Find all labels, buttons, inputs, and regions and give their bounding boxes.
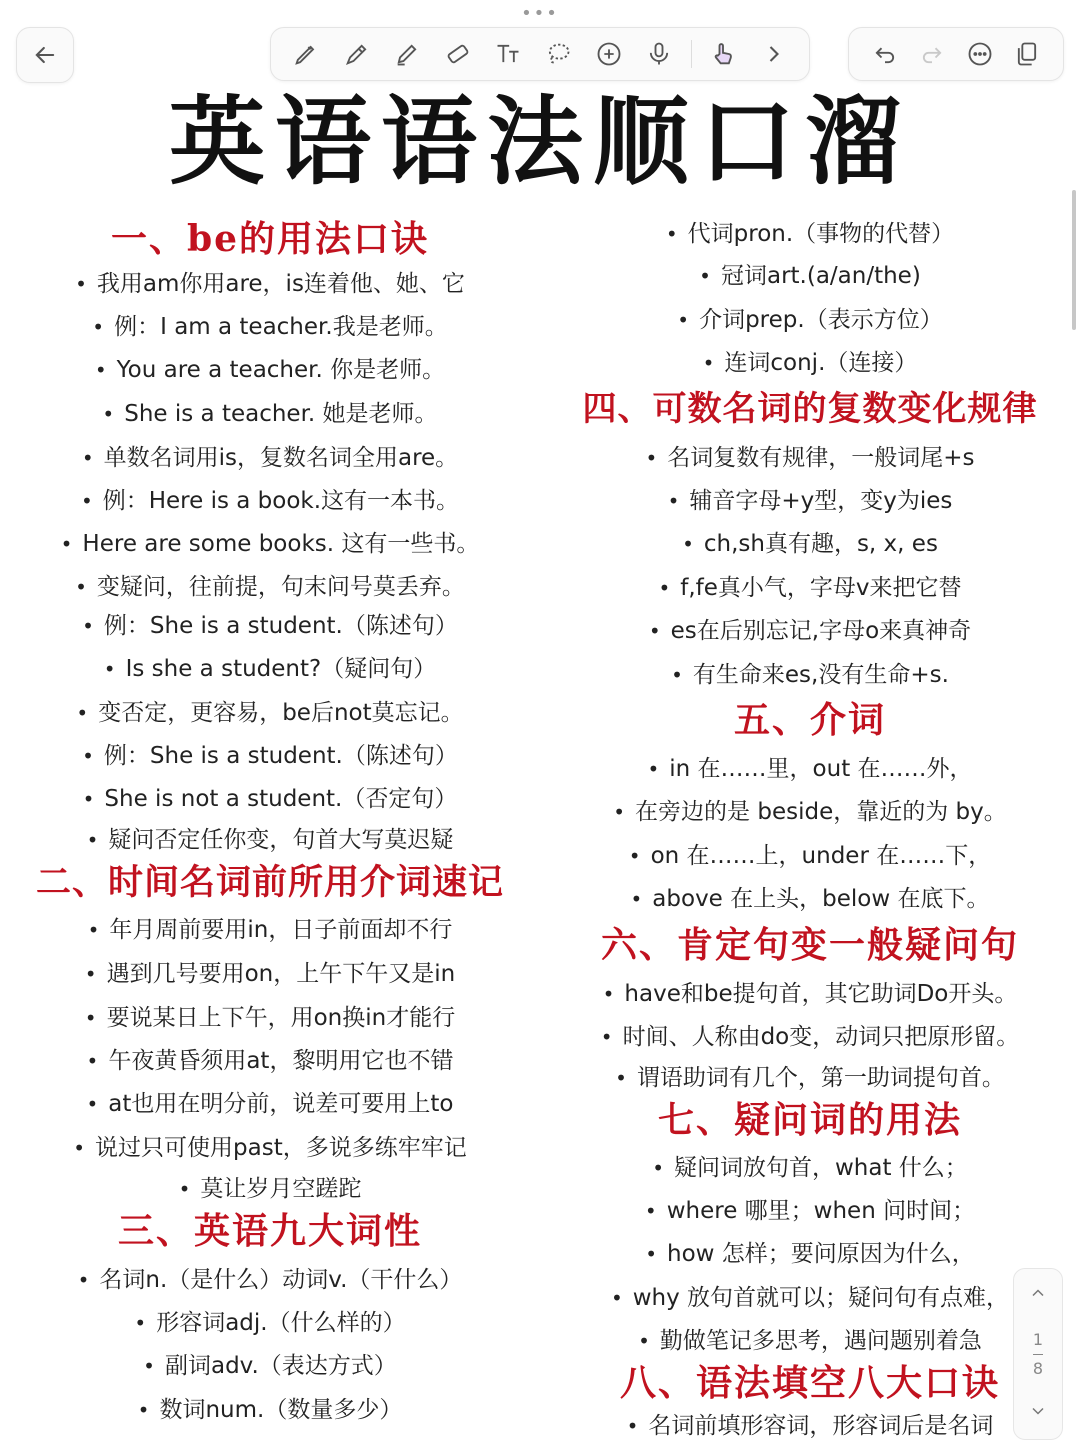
list-item: • 例：I am a teacher.我是老师。 <box>92 314 448 340</box>
list-item: • es在后别忘记,字母o来真神奇 <box>648 618 972 644</box>
list-item: • Is she a student?（疑问句） <box>103 656 437 682</box>
current-page: 1 <box>1032 1329 1044 1349</box>
list-item: • 疑问否定任你变，句首大写莫迟疑 <box>86 827 454 853</box>
list-item: • f,fe真小气，字母v来把它替 <box>658 575 962 601</box>
list-item: • 遇到几号要用on，上午下午又是in <box>84 961 456 987</box>
list-item: • at也用在明分前，说差可要用上to <box>86 1091 454 1117</box>
list-item: • 连词conj.（连接） <box>702 350 918 376</box>
chevron-down-icon[interactable] <box>1028 1401 1048 1425</box>
list-item: • 介词prep.（表示方位） <box>677 307 943 333</box>
list-item: • You are a teacher. 你是老师。 <box>94 357 446 383</box>
list-item: • 疑问词放句首，what 什么； <box>652 1155 968 1181</box>
list-item: • She is a teacher. 她是老师。 <box>102 401 438 427</box>
section-heading-be: 一、be的用法口诀 <box>110 218 430 260</box>
list-item: • 勤做笔记多思考，遇问题别着急 <box>638 1328 982 1354</box>
list-item: • on 在……上，under 在……下， <box>628 843 992 869</box>
eraser-icon[interactable] <box>439 35 477 73</box>
list-item: • 例：She is a student.（陈述句） <box>82 743 458 769</box>
list-item: • 例：Here is a book.这有一本书。 <box>80 488 460 514</box>
list-item: • 单数名词用is，复数名词全用are。 <box>81 445 459 471</box>
list-item: • why 放句首就可以；疑问句有点难， <box>610 1285 1010 1311</box>
section-heading-general-questions: 六、肯定句变一般疑问句 <box>600 924 1019 966</box>
page-indicator <box>1033 1330 1043 1379</box>
back-button[interactable] <box>16 27 74 83</box>
note-title: 英语语法顺口溜 <box>169 85 911 198</box>
list-item: • 副词adv.（表达方式） <box>143 1353 397 1379</box>
chevron-up-icon[interactable] <box>1028 1283 1048 1307</box>
list-item: • 名词n.（是什么）动词v.（干什么） <box>77 1267 463 1293</box>
list-item: • She is not a student.（否定句） <box>82 786 458 812</box>
list-item: • 变否定，更容易，be后not莫忘记。 <box>76 700 464 726</box>
list-item: • 数词num.（数量多少） <box>137 1397 403 1423</box>
list-item: • ch,sh真有趣，s, x, es <box>682 531 938 557</box>
scrollbar-thumb[interactable] <box>1072 190 1076 330</box>
list-item: • 例：She is a student.（陈述句） <box>82 613 458 639</box>
chevron-right-icon[interactable] <box>755 35 793 73</box>
drawing-toolbar <box>270 27 810 81</box>
list-item: • 在旁边的是 beside，靠近的为 by。 <box>613 799 1007 825</box>
text-icon[interactable] <box>489 35 527 73</box>
list-item: • Here are some books. 这有一些书。 <box>60 531 480 557</box>
toolbar-divider <box>691 40 692 68</box>
list-item: • in 在……里，out 在……外， <box>647 756 973 782</box>
window-drag-handle[interactable]: ••• <box>521 3 559 24</box>
list-item: • 形容词adj.（什么样的） <box>134 1310 406 1336</box>
list-item: • where 哪里；when 问时间； <box>644 1198 976 1224</box>
section-heading-parts-of-speech: 三、英语九大词性 <box>117 1210 422 1252</box>
pen-icon[interactable] <box>287 35 325 73</box>
list-item: • have和be提句首，其它助词Do开头。 <box>602 981 1018 1007</box>
more-icon[interactable] <box>961 35 999 73</box>
microphone-icon[interactable] <box>640 35 678 73</box>
redo-icon[interactable] <box>913 35 951 73</box>
document-toolbar <box>848 27 1064 81</box>
list-item: • 名词复数有规律，一般词尾+s <box>645 445 975 471</box>
list-item: • 时间、人称由do变，动词只把原形留。 <box>600 1024 1020 1050</box>
section-heading-question-words: 七、疑问词的用法 <box>657 1099 962 1141</box>
section-heading-grammar-fill: 八、语法填空八大口诀 <box>619 1362 1000 1404</box>
list-item: • 莫让岁月空蹉跎 <box>178 1176 362 1202</box>
page-navigator <box>1013 1268 1063 1440</box>
list-item: • 谓语助词有几个，第一助词提句首。 <box>615 1065 1005 1091</box>
total-pages: 8 <box>1032 1358 1044 1378</box>
list-item: • 午夜黄昏须用at，黎明用它也不错 <box>86 1048 454 1074</box>
arrow-left-icon <box>26 36 64 74</box>
pencil-icon[interactable] <box>338 35 376 73</box>
list-item: • above 在上头，below 在底下。 <box>630 886 990 912</box>
list-item: • 我用am你用are，is连着他、她、它 <box>75 271 465 297</box>
list-item: • 辅音字母+y型，变y为ies <box>667 488 953 514</box>
section-heading-prepositions: 五、介词 <box>733 699 886 741</box>
list-item: • 名词前填形容词，形容词后是名词 <box>626 1413 994 1439</box>
section-heading-plural-rules: 四、可数名词的复数变化规律 <box>582 389 1038 429</box>
pages-icon[interactable] <box>1008 35 1046 73</box>
list-item: • 有生命来es,没有生命+s. <box>671 662 949 688</box>
list-item: • 要说某日上下午，用on换in才能行 <box>84 1005 456 1031</box>
list-item: • 冠词art.(a/an/the) <box>699 263 921 289</box>
highlighter-icon[interactable] <box>388 35 426 73</box>
list-item: • 年月周前要用in，日子前面却不行 <box>87 917 453 943</box>
list-item: • how 怎样；要问原因为什么， <box>645 1241 975 1267</box>
lasso-icon[interactable] <box>539 35 577 73</box>
list-item: • 说过只可使用past，多说多练牢牢记 <box>73 1135 467 1161</box>
undo-icon[interactable] <box>866 35 904 73</box>
section-heading-time-prepositions: 二、时间名词前所用介词速记 <box>35 862 504 903</box>
list-item: • 代词pron.（事物的代替） <box>665 221 955 247</box>
list-item: • 变疑问，往前提，句末问号莫丢弃。 <box>75 574 465 600</box>
add-icon[interactable] <box>590 35 628 73</box>
touch-icon[interactable] <box>704 35 742 73</box>
